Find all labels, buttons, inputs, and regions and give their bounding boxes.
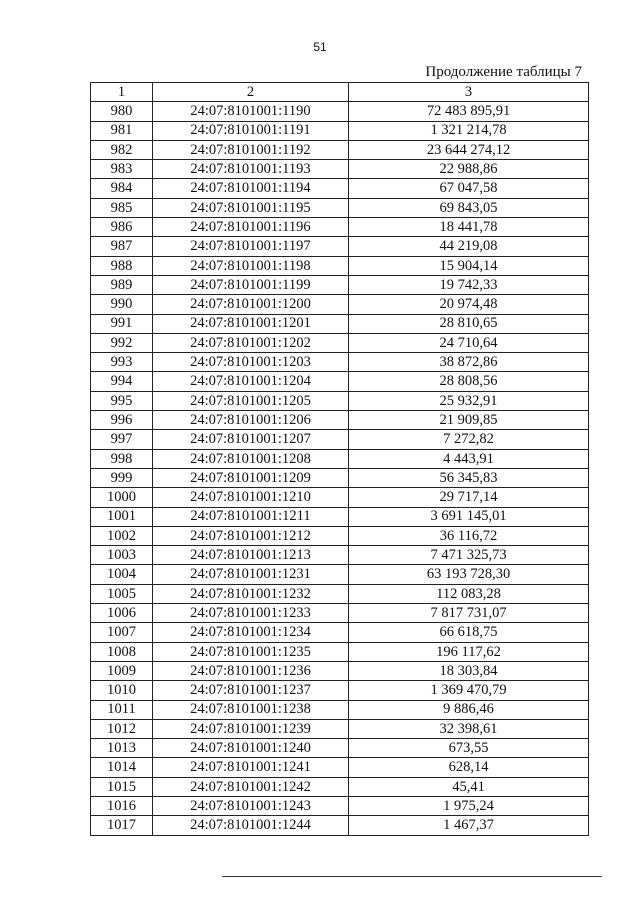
table-row [91,430,589,449]
table-row [91,584,589,603]
cadastral-number-cell: 24:07:8101001:1240 [153,739,349,758]
cadastral-number-cell: 24:07:8101001:1235 [153,642,349,661]
value-cell: 36 116,72 [349,526,589,545]
value-cell: 28 808,56 [349,372,589,391]
table-row [91,179,589,198]
value-cell: 23 644 274,12 [349,140,589,159]
row-number-cell: 1006 [91,604,153,623]
cadastral-number-cell: 24:07:8101001:1197 [153,237,349,256]
row-number-cell: 1012 [91,719,153,738]
row-number-cell: 986 [91,218,153,237]
table-row [91,353,589,372]
value-cell: 3 691 145,01 [349,507,589,526]
table-row [91,526,589,545]
row-number-cell: 1010 [91,681,153,700]
table-row [91,333,589,352]
cadastral-number-cell: 24:07:8101001:1233 [153,604,349,623]
cadastral-number-cell: 24:07:8101001:1209 [153,468,349,487]
table-row [91,121,589,140]
row-number-cell: 987 [91,237,153,256]
value-cell: 7 471 325,73 [349,546,589,565]
row-number-cell: 1000 [91,488,153,507]
cadastral-number-cell: 24:07:8101001:1199 [153,275,349,294]
row-number-cell: 1001 [91,507,153,526]
table-row [91,507,589,526]
cadastral-number-cell: 24:07:8101001:1231 [153,565,349,584]
table-caption: Продолжение таблицы 7 [425,64,582,80]
cadastral-number-cell: 24:07:8101001:1243 [153,796,349,815]
value-cell: 63 193 728,30 [349,565,589,584]
row-number-cell: 985 [91,198,153,217]
table-row [91,661,589,680]
row-number-cell: 997 [91,430,153,449]
cadastral-number-cell: 24:07:8101001:1238 [153,700,349,719]
row-number-cell: 998 [91,449,153,468]
cadastral-number-cell: 24:07:8101001:1244 [153,816,349,835]
value-cell: 673,55 [349,739,589,758]
row-number-cell: 1004 [91,565,153,584]
value-cell: 1 467,37 [349,816,589,835]
row-number-cell: 1015 [91,777,153,796]
cadastral-number-cell: 24:07:8101001:1200 [153,295,349,314]
table-row [91,623,589,642]
value-cell: 24 710,64 [349,333,589,352]
table-row [91,237,589,256]
cadastral-number-cell: 24:07:8101001:1193 [153,160,349,179]
table-row [91,642,589,661]
cadastral-number-cell: 24:07:8101001:1204 [153,372,349,391]
table-row [91,700,589,719]
table-row [91,796,589,815]
value-cell: 72 483 895,91 [349,102,589,121]
cadastral-number-cell: 24:07:8101001:1234 [153,623,349,642]
row-number-cell: 1007 [91,623,153,642]
row-number-cell: 991 [91,314,153,333]
value-cell: 1 975,24 [349,796,589,815]
row-number-cell: 1017 [91,816,153,835]
cadastral-number-cell: 24:07:8101001:1196 [153,218,349,237]
value-cell: 67 047,58 [349,179,589,198]
cadastral-number-cell: 24:07:8101001:1206 [153,411,349,430]
value-cell: 628,14 [349,758,589,777]
value-cell: 25 932,91 [349,391,589,410]
row-number-cell: 988 [91,256,153,275]
table-row [91,468,589,487]
value-cell: 21 909,85 [349,411,589,430]
cadastral-number-cell: 24:07:8101001:1203 [153,353,349,372]
table-row [91,449,589,468]
table-row [91,160,589,179]
value-cell: 45,41 [349,777,589,796]
row-number-cell: 984 [91,179,153,198]
value-cell: 9 886,46 [349,700,589,719]
value-cell: 112 083,28 [349,584,589,603]
value-cell: 20 974,48 [349,295,589,314]
table-row [91,140,589,159]
column-header-1: 1 [91,83,153,102]
value-cell: 29 717,14 [349,488,589,507]
row-number-cell: 1003 [91,546,153,565]
table-row [91,218,589,237]
row-number-cell: 989 [91,275,153,294]
row-number-cell: 993 [91,353,153,372]
row-number-cell: 1005 [91,584,153,603]
table-row [91,295,589,314]
row-number-cell: 999 [91,468,153,487]
value-cell: 28 810,65 [349,314,589,333]
row-number-cell: 1016 [91,796,153,815]
cadastral-number-cell: 24:07:8101001:1239 [153,719,349,738]
row-number-cell: 992 [91,333,153,352]
value-cell: 22 988,86 [349,160,589,179]
value-cell: 1 369 470,79 [349,681,589,700]
table-row [91,816,589,835]
row-number-cell: 996 [91,411,153,430]
row-number-cell: 1002 [91,526,153,545]
cadastral-number-cell: 24:07:8101001:1213 [153,546,349,565]
table-row [91,488,589,507]
table-row [91,372,589,391]
value-cell: 69 843,05 [349,198,589,217]
value-cell: 38 872,86 [349,353,589,372]
table-row [91,102,589,121]
row-number-cell: 1009 [91,661,153,680]
table-row [91,546,589,565]
table-row [91,739,589,758]
value-cell: 15 904,14 [349,256,589,275]
row-number-cell: 983 [91,160,153,179]
cadastral-number-cell: 24:07:8101001:1192 [153,140,349,159]
table-row [91,565,589,584]
value-cell: 18 441,78 [349,218,589,237]
value-cell: 56 345,83 [349,468,589,487]
cadastral-number-cell: 24:07:8101001:1232 [153,584,349,603]
cadastral-number-cell: 24:07:8101001:1236 [153,661,349,680]
row-number-cell: 1008 [91,642,153,661]
cadastral-number-cell: 24:07:8101001:1194 [153,179,349,198]
row-number-cell: 982 [91,140,153,159]
cadastral-number-cell: 24:07:8101001:1241 [153,758,349,777]
value-cell: 44 219,08 [349,237,589,256]
row-number-cell: 1014 [91,758,153,777]
value-cell: 1 321 214,78 [349,121,589,140]
header-row [91,83,589,102]
cadastral-number-cell: 24:07:8101001:1242 [153,777,349,796]
row-number-cell: 994 [91,372,153,391]
cadastral-number-cell: 24:07:8101001:1201 [153,314,349,333]
table-body [91,102,589,835]
value-cell: 32 398,61 [349,719,589,738]
page-number: 51 [313,40,327,54]
table-header [91,83,589,102]
row-number-cell: 1011 [91,700,153,719]
cadastral-number-cell: 24:07:8101001:1202 [153,333,349,352]
table-row [91,719,589,738]
table-row [91,391,589,410]
cadastral-number-cell: 24:07:8101001:1195 [153,198,349,217]
table-row [91,256,589,275]
cadastral-number-cell: 24:07:8101001:1205 [153,391,349,410]
row-number-cell: 980 [91,102,153,121]
table-row [91,198,589,217]
cadastral-number-cell: 24:07:8101001:1198 [153,256,349,275]
row-number-cell: 995 [91,391,153,410]
cadastral-number-cell: 24:07:8101001:1208 [153,449,349,468]
data-table [90,82,589,836]
cadastral-number-cell: 24:07:8101001:1190 [153,102,349,121]
value-cell: 18 303,84 [349,661,589,680]
value-cell: 7 817 731,07 [349,604,589,623]
bottom-rule [222,876,602,877]
value-cell: 196 117,62 [349,642,589,661]
table-row [91,681,589,700]
column-header-2: 2 [153,83,349,102]
row-number-cell: 990 [91,295,153,314]
value-cell: 19 742,33 [349,275,589,294]
table-row [91,604,589,623]
cadastral-number-cell: 24:07:8101001:1207 [153,430,349,449]
cadastral-number-cell: 24:07:8101001:1191 [153,121,349,140]
column-header-3: 3 [349,83,589,102]
value-cell: 7 272,82 [349,430,589,449]
table-row [91,777,589,796]
cadastral-number-cell: 24:07:8101001:1237 [153,681,349,700]
cadastral-number-cell: 24:07:8101001:1212 [153,526,349,545]
row-number-cell: 981 [91,121,153,140]
value-cell: 66 618,75 [349,623,589,642]
table-row [91,758,589,777]
row-number-cell: 1013 [91,739,153,758]
table-row [91,275,589,294]
table-row [91,314,589,333]
cadastral-number-cell: 24:07:8101001:1211 [153,507,349,526]
cadastral-number-cell: 24:07:8101001:1210 [153,488,349,507]
table-row [91,411,589,430]
value-cell: 4 443,91 [349,449,589,468]
